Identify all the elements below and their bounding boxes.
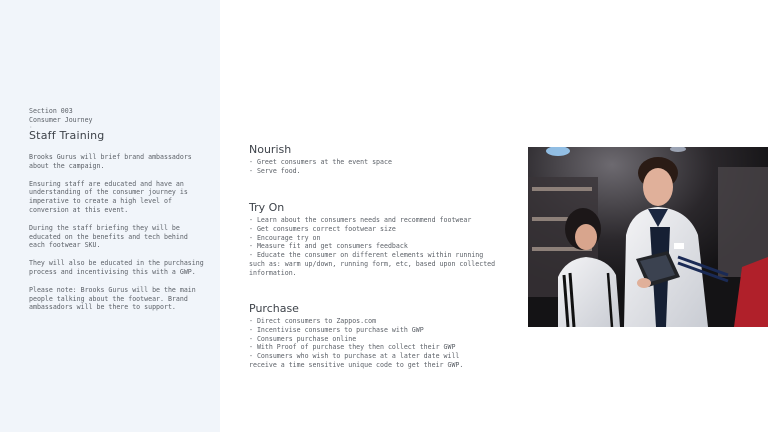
- page-title: Staff Training: [29, 129, 105, 142]
- list-item: - Direct consumers to Zappos.com: [249, 317, 377, 325]
- nourish-section: [249, 143, 509, 176]
- list-item: - Measure fit and get consumers feedback: [249, 242, 408, 251]
- nourish-list: [249, 158, 509, 176]
- staff-photo-illustration: [528, 147, 768, 327]
- paragraph-note: Please note: Brooks Gurus will be the main people talking about the footwear. Brand ambassadors will be there to support.: [29, 285, 196, 312]
- list-item: - Educate the consumer on different elements within running: [249, 251, 484, 260]
- purchase-section: [249, 302, 509, 370]
- list-item: receive a time sensitive unique code to get their GWP.: [249, 360, 464, 369]
- paragraph-educated: Ensuring staff are educated and have an understanding of the consumer journey is imperative to create a high level of conversion at this event.: [29, 179, 188, 214]
- list-item: - Get consumers correct footwear size: [249, 224, 396, 233]
- list-item: - Consumers who wish to purchase at a later date will: [249, 352, 460, 361]
- paragraph-briefing: During the staff briefing they will be educated on the benefits and tech behind each footwear SKU.: [29, 223, 188, 250]
- staff-photo: [528, 147, 768, 327]
- nourish-heading: Nourish: [249, 143, 292, 156]
- paragraph-brief: Brooks Gurus will brief brand ambassadors about the campaign.: [29, 153, 192, 170]
- purchase-list: [249, 317, 509, 370]
- section-meta: [29, 107, 93, 125]
- purchase-heading: Purchase: [249, 302, 299, 315]
- list-item: - Learn about the consumers needs and recommend footwear: [249, 216, 472, 224]
- section-subtitle: Consumer Journey: [29, 115, 93, 124]
- list-item: information.: [249, 268, 297, 277]
- try-on-list: [249, 216, 509, 278]
- bullet-dot: ·: [29, 124, 33, 131]
- list-item: - Encourage try on: [249, 233, 321, 242]
- list-item: such as: warm up/down, running form, etc, based upon collected: [249, 259, 496, 268]
- paragraph-purchasing: They will also be educated in the purchasing process and incentivising this with a GWP.: [29, 259, 204, 276]
- list-item: - Serve food.: [249, 166, 301, 175]
- list-item: - Consumers purchase online: [249, 334, 357, 343]
- section-label: Section 003: [29, 107, 73, 115]
- sidebar-paragraphs: [29, 153, 209, 321]
- list-item: - With Proof of purchase they then collect their GWP: [249, 343, 456, 352]
- list-item: - Incentivise consumers to purchase with GWP: [249, 325, 424, 334]
- try-on-heading: Try On: [249, 201, 285, 214]
- try-on-section: [249, 201, 509, 278]
- list-item: - Greet consumers at the event space: [249, 158, 392, 166]
